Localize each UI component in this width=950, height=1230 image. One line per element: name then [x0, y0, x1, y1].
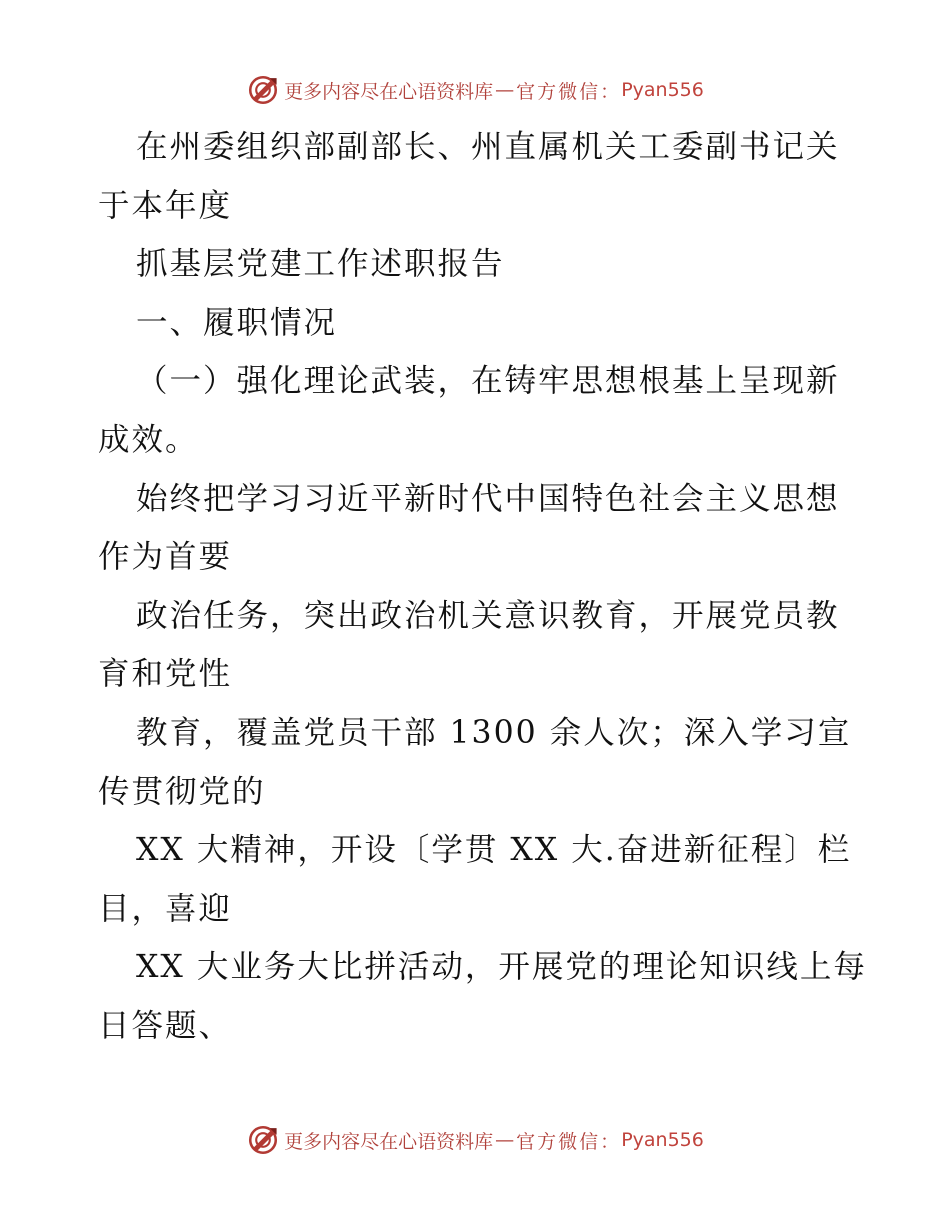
header-brand-text: 更多内容尽在心语资料库 [284, 80, 494, 103]
paragraph: 抓基层党建工作述职报告 [136, 246, 505, 283]
header-wechat-label: 官方微信： [516, 80, 622, 103]
footer-banner [0, 1120, 950, 1160]
paragraph: 教育，覆盖党员干部 1300 余人次；深入学习宣传贯彻党的 [98, 714, 852, 810]
paragraph: XX 大精神，开设〔学贯 XX 大.奋进新征程〕栏目，喜迎 [98, 832, 852, 927]
document-body [98, 118, 868, 1056]
paragraph: 一、履职情况 [136, 304, 338, 341]
logo-icon [246, 1123, 280, 1157]
paragraph: 始终把学习习近平新时代中国特色社会主义思想作为首要 [98, 480, 840, 576]
paragraph: 政治任务，突出政治机关意识教育，开展党员教育和党性 [98, 597, 840, 693]
paragraph: 在州委组织部副部长、州直属机关工委副书记关于本年度 [98, 129, 840, 224]
footer-separator: — [495, 1129, 515, 1151]
paragraph: XX 大业务大比拼活动，开展党的理论知识线上每日答题、 [98, 949, 867, 1044]
header-wechat-id: Pyan556 [621, 79, 704, 101]
footer-wechat-label: 官方微信： [516, 1130, 622, 1153]
header-separator: — [495, 79, 515, 101]
paragraph: （一）强化理论武装，在铸牢思想根基上呈现新成效。 [98, 363, 840, 458]
footer-brand-text: 更多内容尽在心语资料库 [284, 1130, 494, 1153]
header-banner [0, 70, 950, 110]
logo-icon [246, 73, 280, 107]
footer-wechat-id: Pyan556 [621, 1129, 704, 1151]
